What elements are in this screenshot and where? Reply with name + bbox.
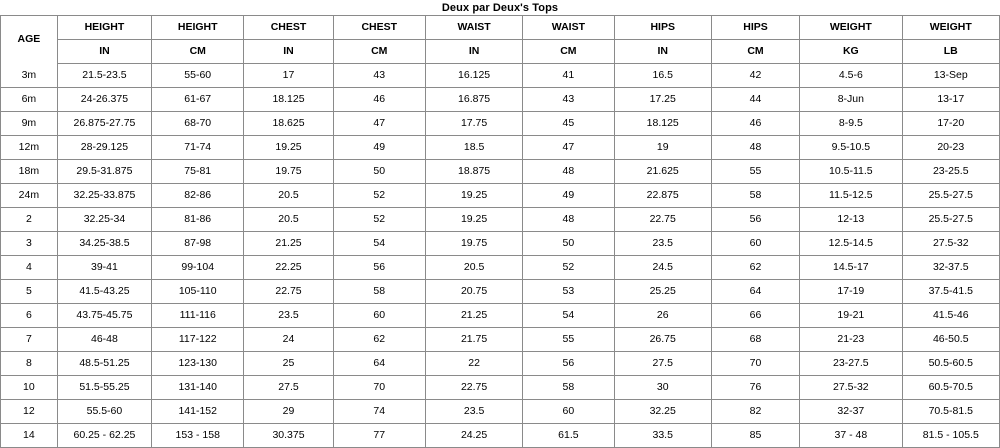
- column-header-group-8: HIPS: [711, 16, 799, 40]
- cell-weight-lb: 27.5-32: [902, 232, 999, 256]
- cell-age: 6: [1, 304, 58, 328]
- cell-age: 12: [1, 400, 58, 424]
- cell-hips-cm: 70: [711, 352, 799, 376]
- cell-weight-kg: 11.5-12.5: [800, 184, 902, 208]
- cell-height-cm: 105-110: [152, 280, 244, 304]
- cell-waist-in: 20.75: [425, 280, 522, 304]
- cell-height-in: 46-48: [57, 328, 151, 352]
- cell-hips-in: 21.625: [614, 160, 711, 184]
- cell-chest-cm: 49: [333, 136, 425, 160]
- cell-age: 3m: [1, 64, 58, 88]
- cell-waist-cm: 41: [523, 64, 614, 88]
- cell-age: 8: [1, 352, 58, 376]
- cell-height-cm: 131-140: [152, 376, 244, 400]
- column-header-group-9: WEIGHT: [800, 16, 902, 40]
- cell-weight-kg: 10.5-11.5: [800, 160, 902, 184]
- cell-height-cm: 111-116: [152, 304, 244, 328]
- column-header-group-5: WAIST: [425, 16, 522, 40]
- cell-hips-in: 27.5: [614, 352, 711, 376]
- cell-chest-in: 22.25: [244, 256, 333, 280]
- table-row: [1, 208, 1000, 232]
- table-row: [1, 424, 1000, 448]
- cell-weight-kg: 8-Jun: [800, 88, 902, 112]
- cell-height-cm: 153 - 158: [152, 424, 244, 448]
- cell-height-in: 26.875-27.75: [57, 112, 151, 136]
- cell-weight-lb: 41.5-46: [902, 304, 999, 328]
- cell-waist-in: 17.75: [425, 112, 522, 136]
- cell-hips-cm: 42: [711, 64, 799, 88]
- cell-weight-lb: 60.5-70.5: [902, 376, 999, 400]
- cell-chest-in: 30.375: [244, 424, 333, 448]
- cell-chest-cm: 74: [333, 400, 425, 424]
- cell-hips-cm: 85: [711, 424, 799, 448]
- cell-weight-kg: 9.5-10.5: [800, 136, 902, 160]
- column-header-unit-4: CM: [333, 40, 425, 64]
- table-row: [1, 184, 1000, 208]
- cell-waist-in: 21.75: [425, 328, 522, 352]
- document-title-bar: [0, 0, 1000, 15]
- cell-height-cm: 87-98: [152, 232, 244, 256]
- cell-waist-cm: 49: [523, 184, 614, 208]
- cell-waist-in: 18.875: [425, 160, 522, 184]
- cell-height-cm: 55-60: [152, 64, 244, 88]
- column-header-unit-2: CM: [152, 40, 244, 64]
- cell-weight-lb: 17-20: [902, 112, 999, 136]
- cell-chest-cm: 62: [333, 328, 425, 352]
- cell-age: 12m: [1, 136, 58, 160]
- cell-hips-cm: 64: [711, 280, 799, 304]
- cell-waist-in: 22: [425, 352, 522, 376]
- size-chart-table: [0, 15, 1000, 448]
- cell-age: 24m: [1, 184, 58, 208]
- cell-height-cm: 75-81: [152, 160, 244, 184]
- cell-waist-cm: 45: [523, 112, 614, 136]
- cell-weight-lb: 25.5-27.5: [902, 184, 999, 208]
- column-header-group-10: WEIGHT: [902, 16, 999, 40]
- cell-chest-cm: 47: [333, 112, 425, 136]
- column-header-unit-9: KG: [800, 40, 902, 64]
- table-row: [1, 88, 1000, 112]
- cell-height-in: 48.5-51.25: [57, 352, 151, 376]
- cell-hips-in: 33.5: [614, 424, 711, 448]
- column-header-group-1: HEIGHT: [57, 16, 151, 40]
- cell-chest-cm: 54: [333, 232, 425, 256]
- cell-waist-cm: 48: [523, 208, 614, 232]
- header-row-unit: [1, 40, 1000, 64]
- column-header-age: AGE: [1, 16, 58, 64]
- cell-weight-lb: 25.5-27.5: [902, 208, 999, 232]
- cell-waist-cm: 54: [523, 304, 614, 328]
- table-body: [1, 64, 1000, 448]
- cell-height-in: 32.25-33.875: [57, 184, 151, 208]
- cell-waist-cm: 61.5: [523, 424, 614, 448]
- table-row: [1, 304, 1000, 328]
- cell-chest-in: 25: [244, 352, 333, 376]
- cell-age: 9m: [1, 112, 58, 136]
- cell-age: 4: [1, 256, 58, 280]
- cell-height-in: 41.5-43.25: [57, 280, 151, 304]
- cell-hips-in: 26.75: [614, 328, 711, 352]
- cell-hips-in: 22.75: [614, 208, 711, 232]
- table-row: [1, 280, 1000, 304]
- cell-age: 6m: [1, 88, 58, 112]
- cell-waist-cm: 48: [523, 160, 614, 184]
- cell-hips-cm: 62: [711, 256, 799, 280]
- cell-chest-cm: 50: [333, 160, 425, 184]
- cell-chest-in: 21.25: [244, 232, 333, 256]
- cell-height-cm: 82-86: [152, 184, 244, 208]
- cell-weight-kg: 37 - 48: [800, 424, 902, 448]
- column-header-unit-1: IN: [57, 40, 151, 64]
- cell-weight-kg: 8-9.5: [800, 112, 902, 136]
- cell-height-in: 29.5-31.875: [57, 160, 151, 184]
- table-row: [1, 328, 1000, 352]
- table-row: [1, 136, 1000, 160]
- cell-hips-cm: 66: [711, 304, 799, 328]
- cell-waist-cm: 52: [523, 256, 614, 280]
- table-row: [1, 256, 1000, 280]
- cell-weight-lb: 37.5-41.5: [902, 280, 999, 304]
- cell-waist-cm: 50: [523, 232, 614, 256]
- cell-hips-cm: 56: [711, 208, 799, 232]
- cell-waist-cm: 43: [523, 88, 614, 112]
- cell-waist-in: 22.75: [425, 376, 522, 400]
- cell-chest-in: 29: [244, 400, 333, 424]
- cell-waist-cm: 56: [523, 352, 614, 376]
- cell-chest-cm: 58: [333, 280, 425, 304]
- cell-height-in: 55.5-60: [57, 400, 151, 424]
- cell-waist-cm: 55: [523, 328, 614, 352]
- cell-chest-cm: 46: [333, 88, 425, 112]
- cell-waist-in: 16.125: [425, 64, 522, 88]
- table-row: [1, 376, 1000, 400]
- table-row: [1, 160, 1000, 184]
- cell-height-in: 60.25 - 62.25: [57, 424, 151, 448]
- cell-chest-cm: 43: [333, 64, 425, 88]
- cell-weight-lb: 46-50.5: [902, 328, 999, 352]
- cell-hips-cm: 60: [711, 232, 799, 256]
- cell-height-in: 43.75-45.75: [57, 304, 151, 328]
- cell-hips-cm: 44: [711, 88, 799, 112]
- cell-hips-in: 17.25: [614, 88, 711, 112]
- column-header-group-3: CHEST: [244, 16, 333, 40]
- cell-age: 7: [1, 328, 58, 352]
- cell-hips-in: 19: [614, 136, 711, 160]
- cell-chest-cm: 70: [333, 376, 425, 400]
- cell-height-in: 34.25-38.5: [57, 232, 151, 256]
- table-header: [1, 16, 1000, 64]
- cell-weight-lb: 50.5-60.5: [902, 352, 999, 376]
- column-header-unit-8: CM: [711, 40, 799, 64]
- cell-chest-cm: 52: [333, 208, 425, 232]
- cell-hips-cm: 58: [711, 184, 799, 208]
- cell-weight-lb: 70.5-81.5: [902, 400, 999, 424]
- cell-weight-kg: 21-23: [800, 328, 902, 352]
- cell-weight-kg: 12-13: [800, 208, 902, 232]
- cell-waist-in: 19.25: [425, 184, 522, 208]
- cell-chest-cm: 77: [333, 424, 425, 448]
- cell-waist-in: 19.75: [425, 232, 522, 256]
- column-header-unit-6: CM: [523, 40, 614, 64]
- cell-height-in: 28-29.125: [57, 136, 151, 160]
- cell-weight-lb: 13-Sep: [902, 64, 999, 88]
- cell-weight-lb: 23-25.5: [902, 160, 999, 184]
- cell-hips-cm: 55: [711, 160, 799, 184]
- cell-chest-cm: 64: [333, 352, 425, 376]
- cell-hips-cm: 68: [711, 328, 799, 352]
- cell-age: 14: [1, 424, 58, 448]
- cell-chest-in: 22.75: [244, 280, 333, 304]
- cell-weight-kg: 27.5-32: [800, 376, 902, 400]
- cell-weight-kg: 32-37: [800, 400, 902, 424]
- cell-waist-in: 20.5: [425, 256, 522, 280]
- page-title: Deux par Deux's Tops: [441, 1, 559, 14]
- cell-waist-in: 19.25: [425, 208, 522, 232]
- cell-chest-in: 20.5: [244, 208, 333, 232]
- table-row: [1, 352, 1000, 376]
- cell-chest-cm: 52: [333, 184, 425, 208]
- table-row: [1, 232, 1000, 256]
- column-header-unit-3: IN: [244, 40, 333, 64]
- cell-hips-cm: 46: [711, 112, 799, 136]
- cell-chest-in: 19.75: [244, 160, 333, 184]
- cell-chest-in: 18.625: [244, 112, 333, 136]
- column-header-group-4: CHEST: [333, 16, 425, 40]
- cell-height-cm: 81-86: [152, 208, 244, 232]
- table-row: [1, 64, 1000, 88]
- cell-hips-in: 22.875: [614, 184, 711, 208]
- cell-chest-in: 17: [244, 64, 333, 88]
- header-row-measure: [1, 16, 1000, 40]
- cell-waist-in: 23.5: [425, 400, 522, 424]
- cell-weight-kg: 4.5-6: [800, 64, 902, 88]
- cell-chest-cm: 60: [333, 304, 425, 328]
- cell-weight-lb: 32-37.5: [902, 256, 999, 280]
- cell-weight-kg: 14.5-17: [800, 256, 902, 280]
- cell-height-cm: 123-130: [152, 352, 244, 376]
- cell-age: 18m: [1, 160, 58, 184]
- cell-waist-in: 21.25: [425, 304, 522, 328]
- cell-height-cm: 117-122: [152, 328, 244, 352]
- cell-hips-cm: 76: [711, 376, 799, 400]
- column-header-group-6: WAIST: [523, 16, 614, 40]
- cell-weight-kg: 23-27.5: [800, 352, 902, 376]
- cell-waist-cm: 60: [523, 400, 614, 424]
- cell-age: 5: [1, 280, 58, 304]
- cell-chest-in: 24: [244, 328, 333, 352]
- cell-age: 3: [1, 232, 58, 256]
- cell-waist-in: 24.25: [425, 424, 522, 448]
- cell-height-cm: 61-67: [152, 88, 244, 112]
- cell-waist-cm: 47: [523, 136, 614, 160]
- cell-height-in: 51.5-55.25: [57, 376, 151, 400]
- cell-waist-cm: 58: [523, 376, 614, 400]
- cell-waist-cm: 53: [523, 280, 614, 304]
- cell-height-in: 21.5-23.5: [57, 64, 151, 88]
- column-header-unit-7: IN: [614, 40, 711, 64]
- cell-hips-in: 23.5: [614, 232, 711, 256]
- cell-weight-kg: 19-21: [800, 304, 902, 328]
- cell-weight-lb: 20-23: [902, 136, 999, 160]
- cell-height-in: 32.25-34: [57, 208, 151, 232]
- cell-hips-in: 24.5: [614, 256, 711, 280]
- table-row: [1, 112, 1000, 136]
- cell-chest-in: 18.125: [244, 88, 333, 112]
- cell-chest-in: 19.25: [244, 136, 333, 160]
- cell-weight-lb: 13-17: [902, 88, 999, 112]
- cell-height-cm: 141-152: [152, 400, 244, 424]
- cell-hips-in: 25.25: [614, 280, 711, 304]
- cell-waist-in: 16.875: [425, 88, 522, 112]
- cell-chest-in: 23.5: [244, 304, 333, 328]
- cell-height-cm: 68-70: [152, 112, 244, 136]
- column-header-group-2: HEIGHT: [152, 16, 244, 40]
- cell-hips-in: 16.5: [614, 64, 711, 88]
- cell-age: 2: [1, 208, 58, 232]
- cell-weight-kg: 12.5-14.5: [800, 232, 902, 256]
- column-header-unit-10: LB: [902, 40, 999, 64]
- cell-waist-in: 18.5: [425, 136, 522, 160]
- cell-weight-kg: 17-19: [800, 280, 902, 304]
- column-header-group-7: HIPS: [614, 16, 711, 40]
- cell-hips-in: 30: [614, 376, 711, 400]
- cell-height-cm: 71-74: [152, 136, 244, 160]
- cell-height-cm: 99-104: [152, 256, 244, 280]
- cell-age: 10: [1, 376, 58, 400]
- cell-hips-in: 26: [614, 304, 711, 328]
- cell-weight-lb: 81.5 - 105.5: [902, 424, 999, 448]
- column-header-unit-5: IN: [425, 40, 522, 64]
- cell-hips-cm: 82: [711, 400, 799, 424]
- cell-hips-in: 32.25: [614, 400, 711, 424]
- cell-height-in: 24-26.375: [57, 88, 151, 112]
- table-row: [1, 400, 1000, 424]
- cell-hips-in: 18.125: [614, 112, 711, 136]
- cell-chest-in: 20.5: [244, 184, 333, 208]
- cell-height-in: 39-41: [57, 256, 151, 280]
- cell-hips-cm: 48: [711, 136, 799, 160]
- cell-chest-cm: 56: [333, 256, 425, 280]
- cell-chest-in: 27.5: [244, 376, 333, 400]
